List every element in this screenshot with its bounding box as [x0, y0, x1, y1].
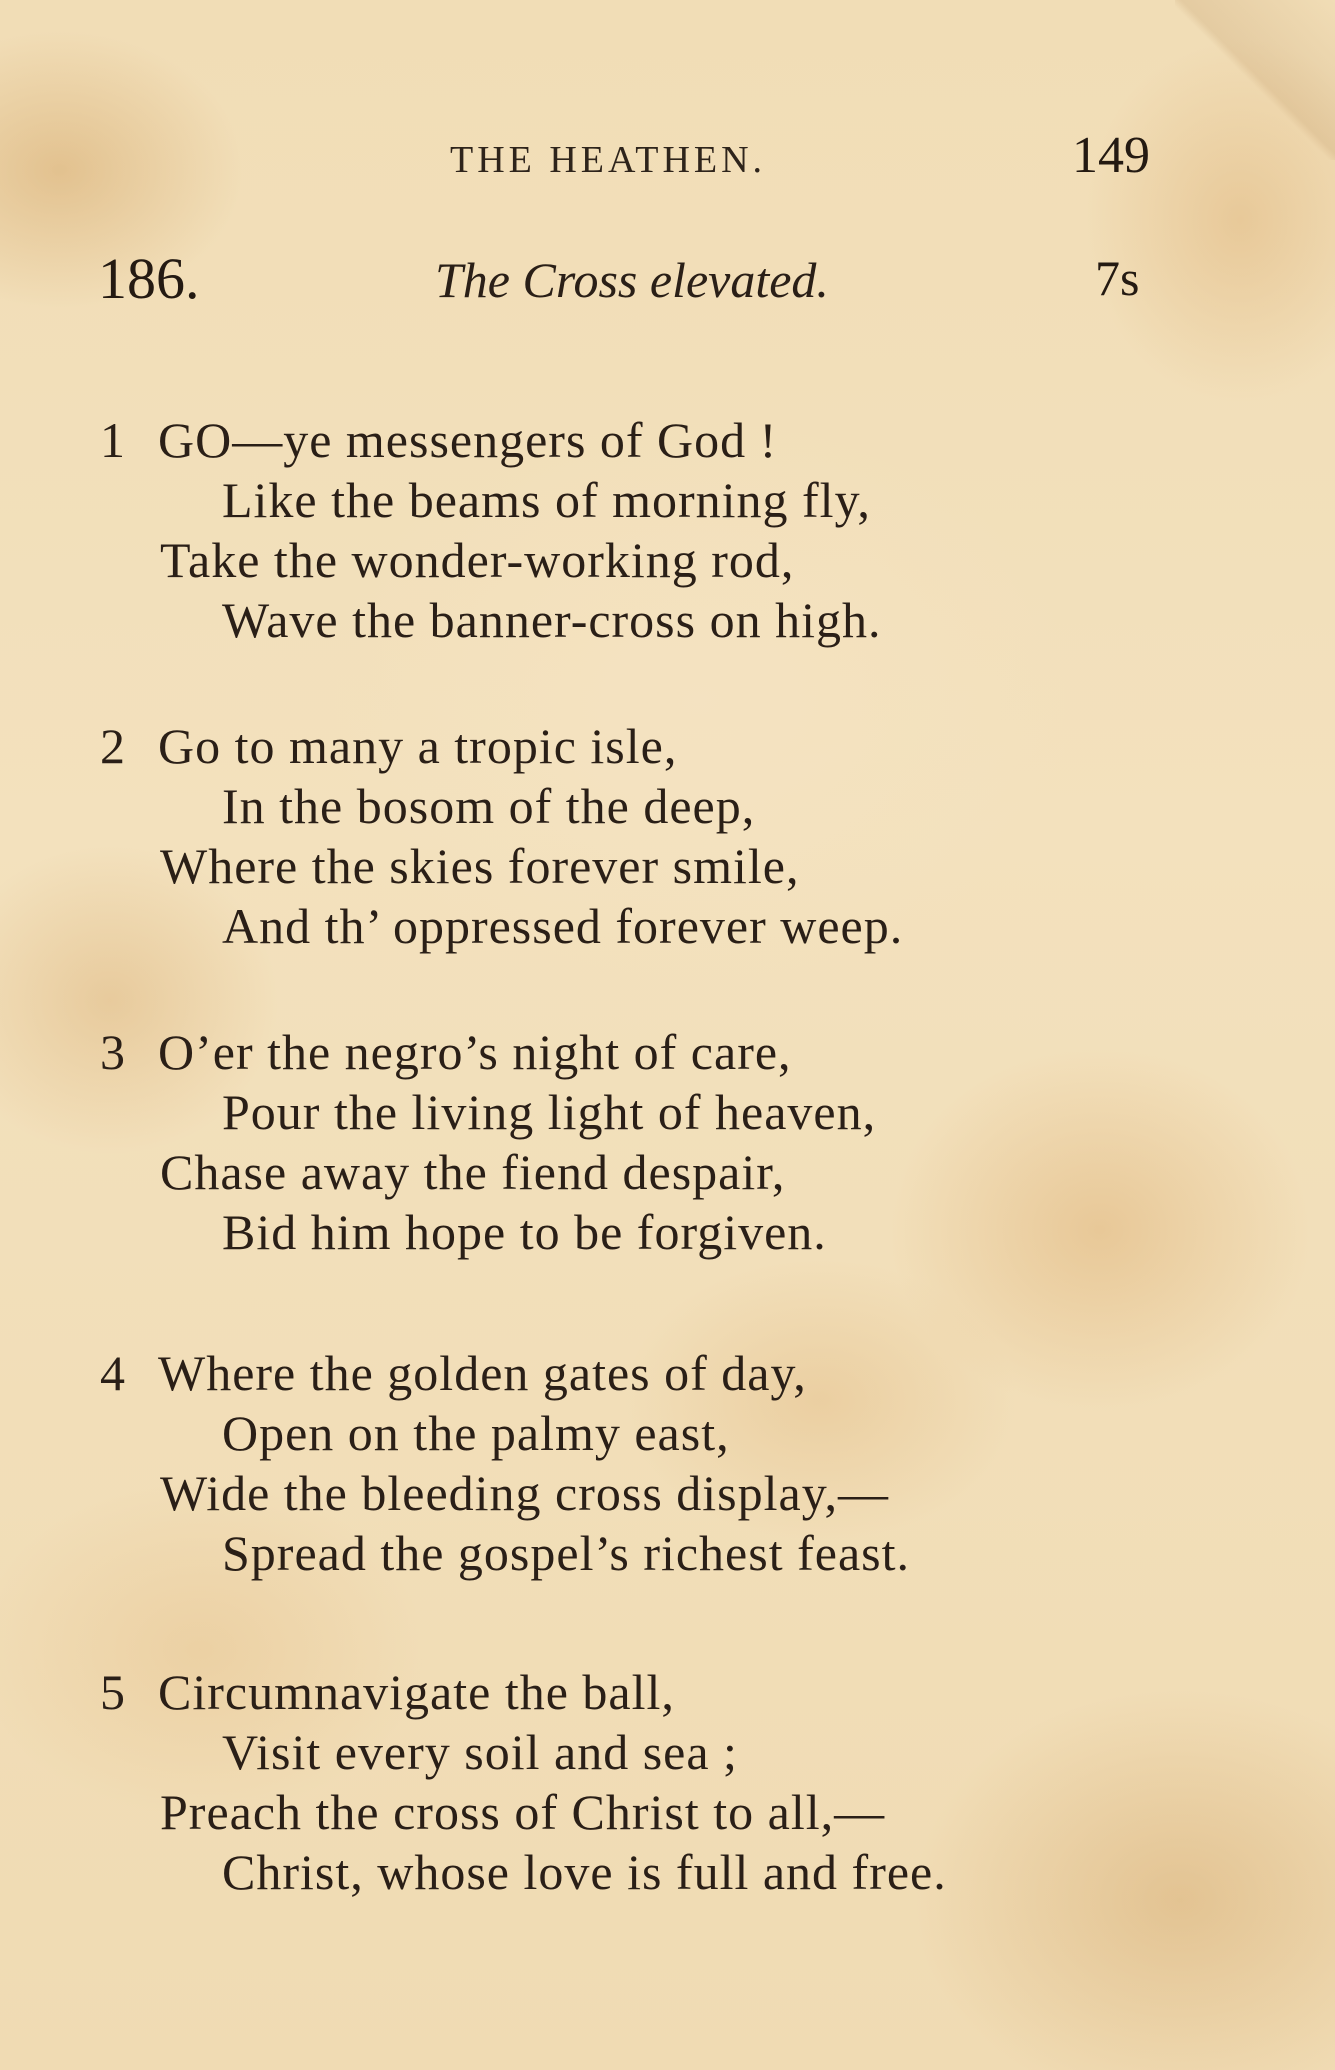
verse-line: Pour the living light of heaven, — [222, 1084, 877, 1140]
verse-line: Circumnavigate the ball, — [158, 1664, 675, 1720]
verse-line: Bid him hope to be forgiven. — [222, 1204, 827, 1260]
verse-line: Visit every soil and sea ; — [222, 1724, 738, 1780]
verse-line: Where the skies forever smile, — [160, 838, 800, 894]
verse-line: Christ, whose love is full and free. — [222, 1844, 947, 1900]
hymn-header — [0, 245, 1335, 325]
stanza-number: 5 — [100, 1664, 125, 1720]
running-title: THE HEATHEN. — [450, 139, 767, 181]
page-number: 149 — [1072, 127, 1150, 184]
verse-line: Spread the gospel’s richest feast. — [222, 1525, 910, 1581]
stanza-number: 2 — [100, 718, 125, 774]
running-head — [0, 127, 1335, 192]
verse-line: Wide the bleeding cross display,— — [160, 1465, 889, 1521]
verse-line: Preach the cross of Christ to all,— — [160, 1784, 886, 1840]
verse-line: Where the golden gates of day, — [158, 1345, 807, 1401]
stanza-number: 3 — [100, 1024, 125, 1080]
verse-line: In the bosom of the deep, — [222, 778, 756, 834]
verse-line: And th’ oppressed forever weep. — [222, 898, 904, 954]
hymn-title: The Cross elevated. — [435, 252, 829, 308]
verse-line: Go to many a tropic isle, — [158, 718, 678, 774]
verse-line: Open on the palmy east, — [222, 1405, 730, 1461]
verse-line: Like the beams of morning fly, — [222, 472, 871, 528]
stanza-number: 4 — [100, 1345, 125, 1401]
stanza-number: 1 — [100, 412, 125, 468]
verse-line: GO—ye messengers of God ! — [158, 412, 778, 468]
verse-line: Take the wonder-working rod, — [160, 532, 795, 588]
hymn-number: 186. — [98, 246, 200, 311]
verse-line: Chase away the fiend despair, — [160, 1144, 786, 1200]
verse-line: Wave the banner-cross on high. — [222, 592, 882, 648]
hymn-meter: 7s — [1095, 250, 1140, 306]
verse-line: O’er the negro’s night of care, — [158, 1024, 792, 1080]
